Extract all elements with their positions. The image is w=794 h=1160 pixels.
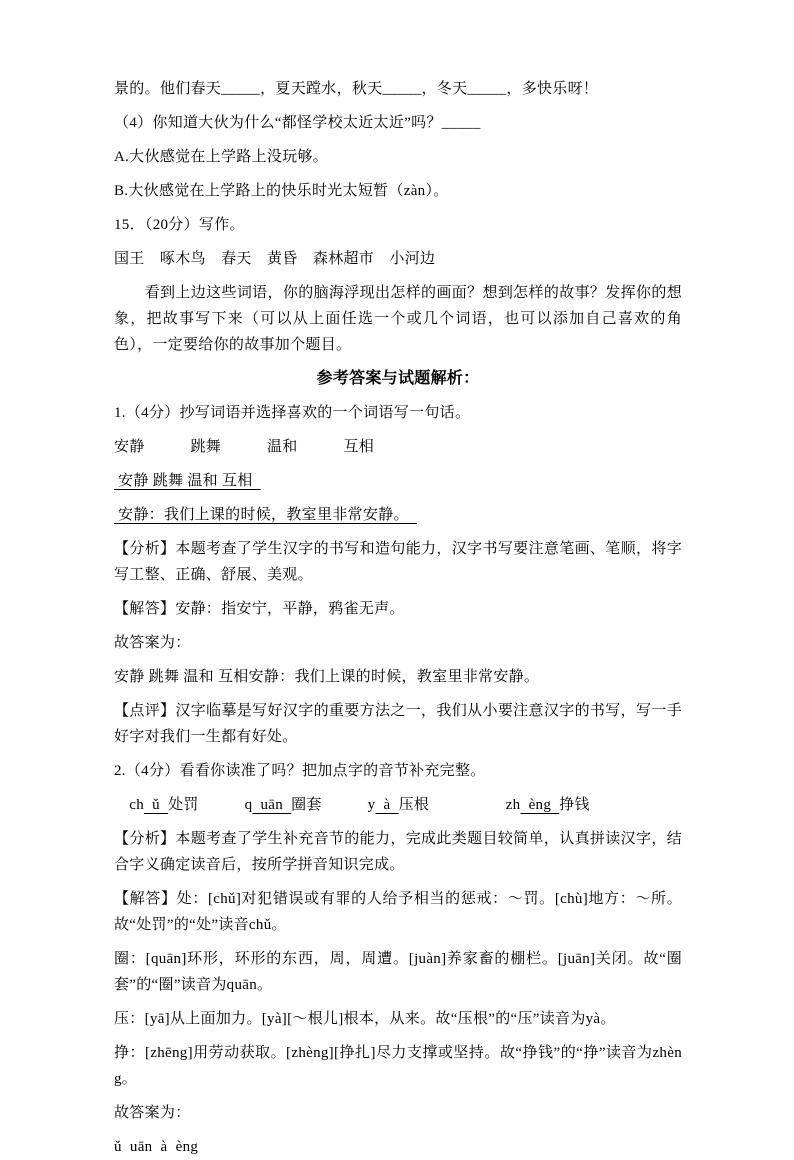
text-run: 圈：[quān]环形，环形的东西，周，周遭。[juàn]养家畜的棚栏。[juān]关闭。故“圈套”的“圈”读音为quān。 [114, 951, 682, 993]
text-run: 安静 跳舞 温和 互相安静：我们上课的时候，教室里非常安静。 [114, 669, 540, 685]
paragraph [114, 110, 682, 136]
paragraph [114, 826, 682, 878]
text-run: 圈套 y [291, 797, 376, 813]
text-run: 安静 跳舞 温和 互相 [114, 439, 375, 455]
paragraph [114, 76, 682, 102]
underlined-answer-text: 安静 跳舞 温和 互相 [114, 473, 261, 489]
paragraph [114, 630, 682, 656]
text-run: 【解答】安静：指安宁，平静，鸦雀无声。 [114, 601, 405, 617]
paragraph [114, 664, 682, 690]
text-run: 【分析】本题考查了学生汉字的书写和造句能力，汉字书写要注意笔画、笔顺，将字写工整、正确、舒展、美观。 [114, 541, 682, 583]
paragraph [114, 400, 682, 426]
text-run: B.大伙感觉在上学路上的快乐时光太短暂（zàn）。 [114, 183, 449, 199]
text-run: 【分析】本题考查了学生补充音节的能力，完成此类题目较简单，认真拼读汉字，结合字义确定读音后，按所学拼音知识完成。 [114, 831, 682, 873]
text-run: 景的。他们春天_____，夏天蹚水，秋天_____，冬天_____，多快乐呀！ [114, 81, 599, 97]
paragraph [114, 1100, 682, 1126]
text-run: 挣钱 [559, 797, 590, 813]
paragraph [114, 1134, 682, 1160]
underlined-answer-text: uān [252, 797, 292, 813]
paragraph [114, 1006, 682, 1032]
text-run: 看到上边这些词语，你的脑海浮现出怎样的画面？想到怎样的故事？发挥你的想象，把故事写下来（可以从上面任选一个或几个词语，也可以添加自己喜欢的角色），一定要给你的故事加个题目。 [114, 285, 682, 353]
text-run: 国王 啄木鸟 春天 黄昏 森林超市 小河边 [114, 251, 436, 267]
text-run: 故答案为： [114, 635, 191, 651]
paragraph [114, 178, 682, 204]
text-run: 挣：[zhēng]用劳动获取。[zhèng][挣扎]尽力支撑或坚持。故“挣钱”的“挣”读音为zhèng。 [114, 1045, 682, 1087]
paragraph [114, 886, 682, 938]
text-run: 1.（4分）抄写词语并选择喜欢的一个词语写一句话。 [114, 405, 471, 421]
text-run: A.大伙感觉在上学路上没玩够。 [114, 149, 329, 165]
text-run: 故答案为： [114, 1105, 191, 1121]
text-run: 15．（20分）写作。 [114, 217, 245, 233]
text-run: （4）你知道大伙为什么“都怪学校太近太近”吗？_____ [114, 115, 481, 131]
paragraph [114, 596, 682, 622]
paragraph [114, 946, 682, 998]
paragraph [114, 434, 682, 460]
text-run: 压：[yā]从上面加力。[yà][～根儿]根本，从来。故“压根”的“压”读音为yà。 [114, 1011, 616, 1027]
document-body [114, 76, 682, 1160]
text-run: ch [114, 797, 145, 813]
text-run: 2.（4分）看看你读准了吗？把加点字的音节补充完整。 [114, 763, 486, 779]
paragraph [114, 758, 682, 784]
paragraph [114, 792, 682, 818]
paragraph [114, 536, 682, 588]
text-run: 【点评】汉字临摹是写好汉字的重要方法之一，我们从小要注意汉字的书写，写一手好字对我们一生都有好处。 [114, 703, 682, 745]
paragraph [114, 212, 682, 238]
text-run: 处罚 q [168, 797, 253, 813]
text-run: ǔ uān à èng [114, 1139, 199, 1155]
text-run: 压根 zh [398, 797, 521, 813]
text-run: 【解答】处：[chǔ]对犯错误或有罪的人给予相当的惩戒：～罚。[chù]地方：～所。故“处罚”的“处”读音chǔ。 [114, 891, 682, 933]
underlined-answer-text: à [375, 797, 399, 813]
answer-section-heading [114, 366, 682, 392]
paragraph [114, 502, 682, 528]
underlined-answer-text: ǔ [144, 797, 169, 813]
underlined-answer-text: 安静：我们上课的时候，教室里非常安静。 [114, 507, 417, 523]
paragraph [114, 246, 682, 272]
paragraph [114, 698, 682, 750]
paragraph [114, 144, 682, 170]
paragraph [114, 1040, 682, 1092]
underlined-answer-text: èng [520, 797, 560, 813]
text-run: 参考答案与试题解析： [316, 370, 480, 387]
paragraph [114, 468, 682, 494]
paragraph [114, 280, 682, 358]
